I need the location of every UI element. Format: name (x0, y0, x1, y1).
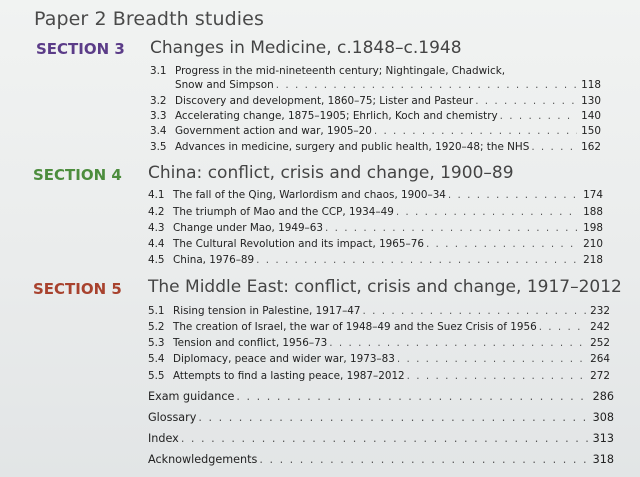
entry-row (175, 94, 601, 108)
entry-row (148, 453, 614, 467)
section-5-title: The Middle East: conflict, crisis and change, 1917–2012 (148, 277, 622, 297)
entry-row (173, 221, 603, 235)
entry-number: 4.5 (148, 254, 165, 266)
section-5-label: SECTION 5 (33, 280, 122, 298)
dot-leader (500, 109, 577, 123)
entry-page: 308 (592, 411, 614, 424)
entry-text: Acknowledgements (148, 453, 258, 466)
entry-text: Snow and Simpson (175, 79, 274, 91)
dot-leader (198, 411, 590, 425)
dot-leader (259, 453, 590, 467)
entry-page: 174 (583, 189, 603, 201)
entry-row (173, 237, 603, 251)
dot-leader (329, 336, 586, 350)
dot-leader (475, 94, 577, 108)
entry-page: 286 (592, 390, 614, 403)
toc-back-acknowledgements (148, 453, 614, 468)
entry-text: Diplomacy, peace and wider war, 1973–83 (173, 353, 395, 365)
entry-page: 242 (590, 321, 610, 333)
entry-row (175, 124, 601, 138)
toc-entry-3-1 (150, 64, 601, 92)
entry-number: 3.4 (150, 125, 167, 137)
toc-entry-3-2 (150, 94, 601, 108)
entry-number: 4.4 (148, 238, 165, 250)
toc-entry-5-5 (148, 369, 610, 383)
entry-text: Discovery and development, 1860–75; Lister and Pasteur (175, 95, 474, 107)
section-4-title: China: conflict, crisis and change, 1900–89 (148, 163, 514, 183)
dot-leader (396, 205, 579, 219)
dot-leader (276, 78, 577, 92)
toc-back-index (148, 432, 614, 447)
entry-page: 218 (583, 254, 603, 266)
dot-leader (397, 352, 586, 366)
entry-row (148, 390, 614, 404)
toc-entry-5-3 (148, 336, 610, 350)
dot-leader (426, 237, 579, 251)
entry-row (148, 432, 614, 446)
dot-leader (181, 432, 590, 446)
entry-text: Change under Mao, 1949–63 (173, 222, 323, 234)
section-3-title: Changes in Medicine, c.1848–c.1948 (150, 38, 462, 58)
entry-row (148, 411, 614, 425)
entry-page: 318 (592, 453, 614, 466)
toc-entry-4-1 (148, 188, 603, 202)
entry-row (173, 352, 610, 366)
entry-text: The fall of the Qing, Warlordism and chaos, 1900–34 (173, 189, 446, 201)
entry-row (175, 109, 601, 123)
entry-page: 272 (590, 370, 610, 382)
entry-row (175, 78, 601, 92)
entry-page: 198 (583, 222, 603, 234)
entry-text: The triumph of Mao and the CCP, 1934–49 (173, 206, 394, 218)
dot-leader (363, 304, 586, 318)
entry-page: 232 (590, 305, 610, 317)
entry-number: 5.5 (148, 370, 165, 382)
entry-text: Rising tension in Palestine, 1917–47 (173, 305, 361, 317)
entry-number: 4.1 (148, 189, 165, 201)
dot-leader (407, 369, 586, 383)
entry-page: 252 (590, 337, 610, 349)
entry-number: 5.1 (148, 305, 165, 317)
entry-page: 130 (581, 95, 601, 107)
toc-entry-3-5 (150, 140, 601, 154)
toc-entry-5-1 (148, 304, 610, 318)
toc-entry-5-2 (148, 320, 610, 334)
dot-leader (374, 124, 577, 138)
entry-page: 118 (581, 79, 601, 91)
dot-leader (256, 253, 579, 267)
entry-page: 313 (592, 432, 614, 445)
toc-entry-3-4 (150, 124, 601, 138)
entry-number: 3.1 (150, 65, 167, 77)
entry-text: Accelerating change, 1875–1905; Ehrlich, Koch and chemistry (175, 110, 498, 122)
toc-entry-3-3 (150, 109, 601, 123)
entry-number: 3.2 (150, 95, 167, 107)
toc-back-exam-guidance (148, 390, 614, 405)
entry-text: Exam guidance (148, 390, 235, 403)
entry-page: 188 (583, 206, 603, 218)
entry-text: Tension and conflict, 1956–73 (173, 337, 328, 349)
entry-text: The creation of Israel, the war of 1948–49 and the Suez Crisis of 1956 (173, 321, 537, 333)
entry-text: Advances in medicine, surgery and public health, 1920–48; the NHS (175, 141, 530, 153)
toc-entry-4-3 (148, 221, 603, 235)
entry-number: 5.4 (148, 353, 165, 365)
entry-text: Attempts to find a lasting peace, 1987–2012 (173, 370, 405, 382)
entry-row (175, 140, 601, 154)
entry-number: 3.5 (150, 141, 167, 153)
dot-leader (539, 320, 586, 334)
entry-number: 5.3 (148, 337, 165, 349)
entry-row (173, 188, 603, 202)
entry-page: 140 (581, 110, 601, 122)
toc-entry-4-2 (148, 205, 603, 219)
entry-text: Government action and war, 1905–20 (175, 125, 372, 137)
entry-page: 150 (581, 125, 601, 137)
dot-leader (448, 188, 579, 202)
toc-entry-4-5 (148, 253, 603, 267)
section-4-label: SECTION 4 (33, 166, 122, 184)
dot-leader (531, 140, 577, 154)
entry-page: 162 (581, 141, 601, 153)
toc-entry-4-4 (148, 237, 603, 251)
entry-number: 5.2 (148, 321, 165, 333)
entry-row (173, 205, 603, 219)
entry-number: 3.3 (150, 110, 167, 122)
entry-row (173, 304, 610, 318)
entry-row (173, 320, 610, 334)
entry-text: Index (148, 432, 179, 445)
entry-row (173, 336, 610, 350)
toc-entry-5-4 (148, 352, 610, 366)
entry-row (173, 369, 610, 383)
toc-back-glossary (148, 411, 614, 426)
entry-text: Glossary (148, 411, 197, 424)
dot-leader (236, 390, 590, 404)
entry-text: China, 1976–89 (173, 254, 255, 266)
section-3-label: SECTION 3 (36, 40, 125, 58)
entry-number: 4.2 (148, 206, 165, 218)
entry-text-line1: Progress in the mid-nineteenth century; Nightingale, Chadwick, (175, 65, 506, 77)
entry-page: 264 (590, 353, 610, 365)
page-title: Paper 2 Breadth studies (34, 8, 264, 30)
entry-page: 210 (583, 238, 603, 250)
entry-row (173, 253, 603, 267)
entry-text: The Cultural Revolution and its impact, 1965–76 (173, 238, 424, 250)
entry-number: 4.3 (148, 222, 165, 234)
dot-leader (325, 221, 579, 235)
